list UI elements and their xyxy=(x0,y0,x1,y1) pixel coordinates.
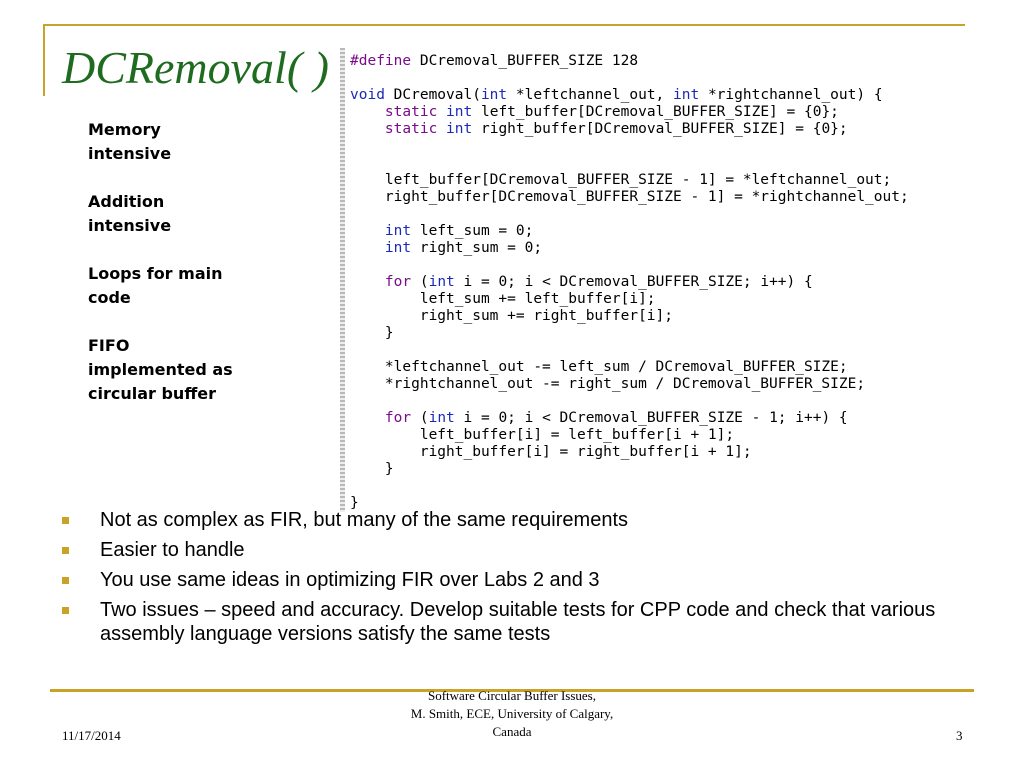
footer-caption-line: Canada xyxy=(492,724,532,739)
square-bullet-icon xyxy=(62,517,69,524)
page-number: 3 xyxy=(956,728,963,743)
side-note: Memory intensive xyxy=(88,120,172,163)
footer-caption xyxy=(362,687,662,741)
side-note: Addition intensive xyxy=(88,192,172,235)
frame-left-rule xyxy=(43,24,45,96)
code-block: #define DCremoval_BUFFER_SIZE 128 void DCremoval(int *leftchannel_out, int *rightchannel_out) { static int left_buffer[DCremoval_BUFFER_SIZE] = {0}; static int right_buffer[DCremoval_BUFFER_SIZE] = {0}; left_buffer[DCremoval_BUFFER_SIZE - 1] = *leftchannel_out; right_buffer[DCremoval_BUFFER_SIZE - 1] = *rightchannel_out; int left_sum = 0; int right_sum = 0; for (int i = 0; i < DCremoval_BUFFER_SIZE; i++) { left_sum += left_buffer[i]; right_sum += right_buffer[i]; } *leftchannel_out -= left_sum / DCremoval_BUFFER_SIZE; *rightchannel_out -= right_sum / DCremoval_BUFFER_SIZE; for (int i = 0; i < DCremoval_BUFFER_SIZE - 1; i++) { left_buffer[i] = left_buffer[i + 1]; right_buffer[i] = right_buffer[i + 1]; } } xyxy=(350,53,909,511)
code-screenshot xyxy=(340,48,1024,512)
bullet-item xyxy=(62,538,942,562)
bullet-item xyxy=(62,598,942,646)
side-notes xyxy=(88,118,248,430)
square-bullet-icon xyxy=(62,547,69,554)
bullet-list xyxy=(62,508,942,652)
bullet-text: Two issues – speed and accuracy. Develop suitable tests for CPP code and check that various assembly language versions satisfy the same tests xyxy=(100,599,936,645)
slide-title: DCRemoval( ) xyxy=(62,42,329,93)
bullet-text: Easier to handle xyxy=(100,539,245,561)
side-note: Loops for main code xyxy=(88,264,223,307)
bullet-text: You use same ideas in optimizing FIR over Labs 2 and 3 xyxy=(100,569,600,591)
footer-caption-line: Software Circular Buffer Issues, xyxy=(428,688,596,703)
frame-top-rule xyxy=(43,24,965,26)
bullet-text: Not as complex as FIR, but many of the same requirements xyxy=(100,509,628,531)
square-bullet-icon xyxy=(62,607,69,614)
footer-caption-line: M. Smith, ECE, University of Calgary, xyxy=(410,706,614,721)
side-note: FIFO implemented as circular buffer xyxy=(88,336,233,403)
square-bullet-icon xyxy=(62,577,69,584)
code-gutter xyxy=(340,48,345,512)
footer-date: 11/17/2014 xyxy=(62,728,121,743)
bullet-item xyxy=(62,568,942,592)
bullet-item xyxy=(62,508,942,532)
